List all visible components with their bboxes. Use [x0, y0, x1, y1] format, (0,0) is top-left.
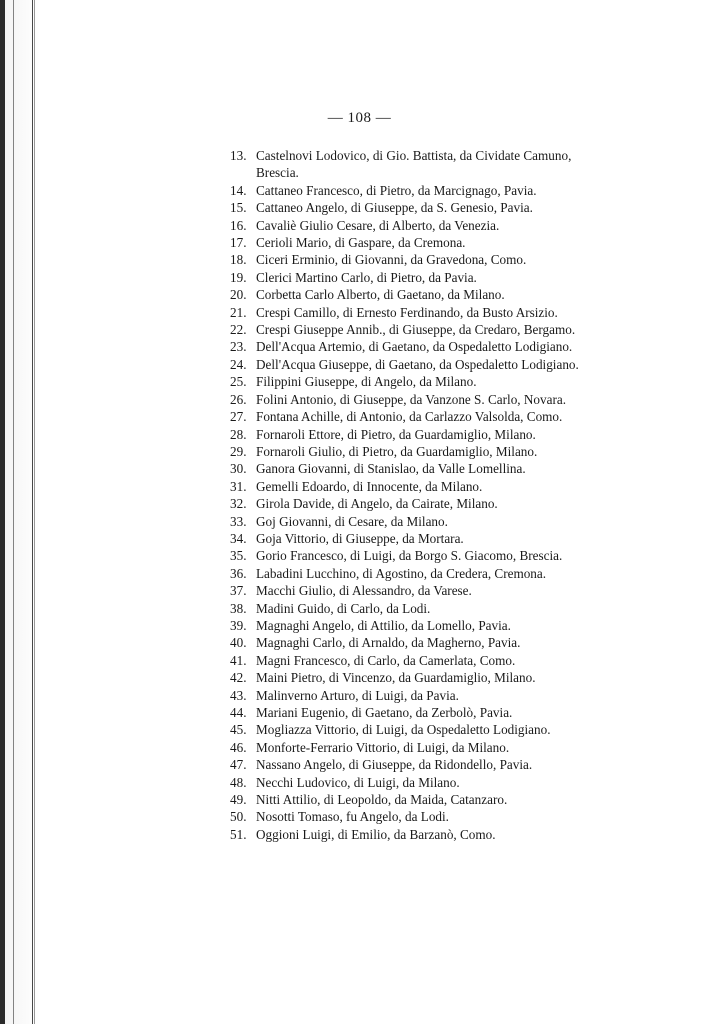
- entry-line: Magnaghi Carlo, di Arnaldo, da Magherno, Pavia.: [256, 635, 521, 651]
- entry-line: Magni Francesco, di Carlo, da Camerlata, Como.: [256, 652, 516, 668]
- entry-line: Fornaroli Giulio, di Pietro, da Guardamiglio, Milano.: [256, 443, 538, 459]
- entry-text: [256, 443, 537, 460]
- entry-number: 20.: [230, 287, 247, 303]
- entry-line: Dell'Acqua Giuseppe, di Gaetano, da Ospedaletto Lodigiano.: [256, 356, 579, 372]
- list-item: [230, 286, 650, 303]
- entry-line: Filippini Giuseppe, di Angelo, da Milano.: [256, 374, 477, 390]
- list-item: [230, 739, 650, 756]
- list-item: [230, 269, 650, 286]
- list-item: [230, 582, 650, 599]
- entry-number: 37.: [230, 583, 247, 599]
- entry-line: Mogliazza Vittorio, di Luigi, da Ospedaletto Lodigiano.: [256, 722, 551, 738]
- entry-text: [256, 147, 571, 182]
- entry-text: [256, 199, 533, 216]
- list-item: [230, 704, 650, 721]
- entry-number: 49.: [230, 792, 247, 808]
- entry-text: [256, 565, 546, 582]
- entry-line: Goja Vittorio, di Giuseppe, da Mortara.: [256, 530, 464, 546]
- entry-text: [256, 669, 536, 686]
- entry-number: 40.: [230, 635, 247, 651]
- entry-line: Ganora Giovanni, di Stanislao, da Valle Lomellina.: [256, 461, 526, 477]
- entry-text: [256, 251, 526, 268]
- list-item: [230, 634, 650, 651]
- entry-text: [256, 495, 498, 512]
- entry-text: [256, 391, 566, 408]
- entry-number: 51.: [230, 826, 247, 842]
- entry-line: Cerioli Mario, di Gaspare, da Cremona.: [256, 235, 466, 251]
- student-list: [230, 147, 650, 843]
- list-item: [230, 721, 650, 738]
- list-item: [230, 547, 650, 564]
- entry-line: Cavaliè Giulio Cesare, di Alberto, da Venezia.: [256, 217, 500, 233]
- entry-line: Oggioni Luigi, di Emilio, da Barzanò, Como.: [256, 826, 496, 842]
- entry-text: [256, 426, 536, 443]
- entry-line: Nosotti Tomaso, fu Angelo, da Lodi.: [256, 809, 449, 825]
- entry-number: 13.: [230, 148, 247, 163]
- entry-line: Madini Guido, di Carlo, da Lodi.: [256, 600, 431, 616]
- page-number: — 108 —: [327, 110, 392, 126]
- entry-text: [256, 460, 526, 477]
- list-item: [230, 530, 650, 547]
- entry-line: Monforte-Ferrario Vittorio, di Luigi, da Milano.: [256, 739, 510, 755]
- entry-number: 46.: [230, 739, 247, 755]
- entry-text: [256, 739, 509, 756]
- entry-text: [256, 547, 562, 564]
- list-item: [230, 426, 650, 443]
- entry-text: [256, 687, 459, 704]
- entry-line: Mariani Eugenio, di Gaetano, da Zerbolò, Pavia.: [256, 705, 513, 720]
- entry-line: Nassano Angelo, di Giuseppe, da Ridondello, Pavia.: [256, 757, 533, 773]
- entry-number: 50.: [230, 809, 247, 825]
- entry-line: Gemelli Edoardo, di Innocente, da Milano.: [256, 478, 483, 494]
- entry-number: 33.: [230, 513, 247, 529]
- entry-line: Maini Pietro, di Vincenzo, da Guardamiglio, Milano.: [256, 670, 536, 686]
- entry-text: [256, 721, 551, 738]
- entry-text: [256, 338, 572, 355]
- entry-line: Dell'Acqua Artemio, di Gaetano, da Ospedaletto Lodigiano.: [256, 339, 573, 355]
- entry-text: [256, 634, 520, 651]
- entry-line: Magnaghi Angelo, di Attilio, da Lomello, Pavia.: [256, 617, 511, 633]
- entry-text: [256, 286, 505, 303]
- list-item: [230, 147, 650, 182]
- list-item: [230, 199, 650, 216]
- list-item: [230, 321, 650, 338]
- entry-text: [256, 513, 448, 530]
- entry-number: 39.: [230, 617, 247, 633]
- entry-number: 18.: [230, 252, 247, 268]
- list-item: [230, 234, 650, 251]
- entry-number: 41.: [230, 652, 247, 668]
- entry-number: 24.: [230, 356, 247, 372]
- entry-text: [256, 617, 511, 634]
- entry-line: Clerici Martino Carlo, di Pietro, da Pavia.: [256, 269, 477, 285]
- entry-number: 22.: [230, 322, 247, 338]
- entry-number: 14.: [230, 182, 247, 198]
- entry-text: [256, 356, 579, 373]
- entry-text: [256, 774, 460, 791]
- list-item: [230, 443, 650, 460]
- entry-line: Castelnovi Lodovico, di Gio. Battista, da Cividate Camuno,: [256, 148, 572, 163]
- entry-number: 42.: [230, 670, 247, 686]
- binding-line: [34, 0, 35, 1024]
- entry-line: Girola Davide, di Angelo, da Cairate, Milano.: [256, 496, 498, 512]
- list-item: [230, 826, 650, 843]
- entry-line: Fontana Achille, di Antonio, da Carlazzo Valsolda, Como.: [256, 409, 563, 425]
- entry-number: 43.: [230, 687, 247, 703]
- entry-number: 30.: [230, 461, 247, 477]
- list-item: [230, 338, 650, 355]
- entry-number: 17.: [230, 235, 247, 251]
- entry-number: 23.: [230, 339, 247, 355]
- entry-line: Cattaneo Angelo, di Giuseppe, da S. Genesio, Pavia.: [256, 200, 533, 216]
- entry-text: [256, 182, 537, 199]
- entry-line: Fornaroli Ettore, di Pietro, da Guardamiglio, Milano.: [256, 426, 536, 442]
- list-item: [230, 600, 650, 617]
- entry-number: 32.: [230, 496, 247, 512]
- list-item: [230, 565, 650, 582]
- list-item: [230, 356, 650, 373]
- entry-text: [256, 826, 496, 843]
- entry-continuation: Brescia.: [256, 165, 299, 181]
- entry-number: 44.: [230, 705, 247, 720]
- list-item: [230, 791, 650, 808]
- entry-text: [256, 756, 532, 773]
- entry-number: 28.: [230, 426, 247, 442]
- entry-line: Folini Antonio, di Giuseppe, da Vanzone S. Carlo, Novara.: [256, 391, 566, 407]
- list-item: [230, 495, 650, 512]
- entry-number: 16.: [230, 217, 247, 233]
- entry-text: [256, 582, 472, 599]
- entry-number: 25.: [230, 374, 247, 390]
- entry-text: [256, 304, 558, 321]
- entry-line: Cattaneo Francesco, di Pietro, da Marcignago, Pavia.: [256, 182, 537, 198]
- entry-text: [256, 652, 515, 669]
- entry-number: 45.: [230, 722, 247, 738]
- entry-number: 21.: [230, 304, 247, 320]
- entry-line: Macchi Giulio, di Alessandro, da Varese.: [256, 583, 472, 599]
- list-item: [230, 617, 650, 634]
- entry-text: [256, 408, 562, 425]
- binding-line: [32, 0, 33, 1024]
- list-item: [230, 478, 650, 495]
- entry-text: [256, 478, 482, 495]
- entry-line: Crespi Camillo, di Ernesto Ferdinando, da Busto Arsizio.: [256, 304, 558, 320]
- entry-line: Ciceri Erminio, di Giovanni, da Gravedona, Como.: [256, 252, 527, 268]
- list-item: [230, 808, 650, 825]
- entry-text: [256, 373, 477, 390]
- entry-line: Malinverno Arturo, di Luigi, da Pavia.: [256, 687, 459, 703]
- entry-line: Labadini Lucchino, di Agostino, da Credera, Cremona.: [256, 565, 547, 581]
- entry-number: 29.: [230, 443, 247, 459]
- list-item: [230, 513, 650, 530]
- entry-number: 36.: [230, 565, 247, 581]
- entry-number: 31.: [230, 478, 247, 494]
- entry-number: 38.: [230, 600, 247, 616]
- list-item: [230, 408, 650, 425]
- list-item: [230, 652, 650, 669]
- entry-line: Crespi Giuseppe Annib., di Giuseppe, da Credaro, Bergamo.: [256, 322, 576, 338]
- binding-line: [13, 0, 14, 1024]
- entry-text: [256, 704, 512, 721]
- entry-number: 19.: [230, 269, 247, 285]
- list-item: [230, 304, 650, 321]
- list-item: [230, 669, 650, 686]
- entry-number: 34.: [230, 530, 247, 546]
- entry-number: 26.: [230, 391, 247, 407]
- list-item: [230, 217, 650, 234]
- list-item: [230, 251, 650, 268]
- entry-line: Goj Giovanni, di Cesare, da Milano.: [256, 513, 448, 529]
- entry-number: 27.: [230, 409, 247, 425]
- entry-text: [256, 600, 430, 617]
- list-item: [230, 774, 650, 791]
- entry-line: Gorio Francesco, di Luigi, da Borgo S. Giacomo, Brescia.: [256, 548, 563, 564]
- entry-text: [256, 321, 575, 338]
- entry-line: Necchi Ludovico, di Luigi, da Milano.: [256, 774, 460, 790]
- list-item: [230, 391, 650, 408]
- entry-text: [256, 791, 507, 808]
- list-item: [230, 460, 650, 477]
- entry-text: [256, 234, 465, 251]
- entry-text: [256, 530, 464, 547]
- entry-number: 15.: [230, 200, 247, 216]
- entry-line: Nitti Attilio, di Leopoldo, da Maida, Catanzaro.: [256, 792, 508, 808]
- entry-number: 47.: [230, 757, 247, 773]
- list-item: [230, 756, 650, 773]
- list-item: [230, 373, 650, 390]
- list-item: [230, 687, 650, 704]
- entry-text: [256, 269, 477, 286]
- entry-text: [256, 808, 449, 825]
- entry-number: 35.: [230, 548, 247, 564]
- entry-number: 48.: [230, 774, 247, 790]
- entry-line: Corbetta Carlo Alberto, di Gaetano, da Milano.: [256, 287, 505, 303]
- list-item: [230, 182, 650, 199]
- entry-text: [256, 217, 499, 234]
